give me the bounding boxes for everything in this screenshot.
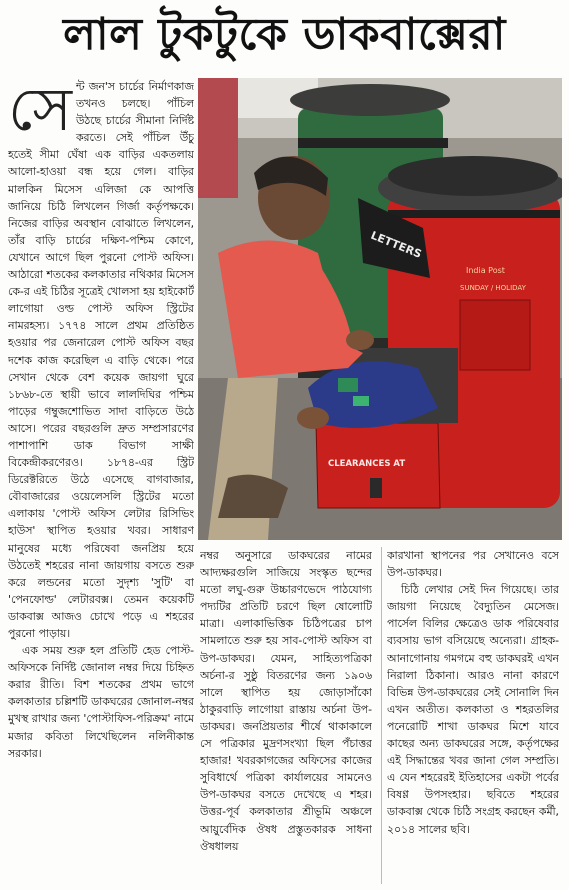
paragraph: এক সময় শুরু হল প্রতিটি হেড পোস্ট-অফিসকে নির্দিষ্ট জোনাল নম্বর দিয়ে চিহ্নিত করার রীতি। বিশ শতকের প্রথম ভাগে কলকাতার চল্লিশটি ডাকঘরের জোনাল-নম্বর মুখস্থ রাখার জন্য 'পোস্টাফিস-পরিক্রম' নামে মজার কবিতা লিখেছিলেন নলিনীকান্ত সরকার। bbox=[8, 644, 194, 760]
slot-label: LETTERS bbox=[368, 228, 424, 261]
box-plate: India Post bbox=[466, 266, 505, 275]
article-column-1 bbox=[8, 78, 194, 884]
headline: লাল টুকটুকে ডাকবাক্সেরা bbox=[63, 9, 506, 60]
paragraph: ন্ট জন'স চার্চের নির্মাণকাজ তখনও চলছে। পাঁচিল উঠছে চার্চের সীমানা নির্দিষ্ট করতে। সেই পাঁচিল উঁচু হতেই সীমা ঘেঁষা এক বাড়ির একতলায় আলো-হাওয়া বন্ধ হয়ে গেল। বাড়ির মালকিন মিসেস এলিজা কে আপত্তি জানিয়ে চিঠি লিখলেন গির্জা কর্তৃপক্ষকে। নিজের বাড়ির অবস্থান বোঝাতে লিখলেন, তাঁর বাড়ি চার্চের দক্ষিণ-পশ্চিম কোণে, যেখানে আগে ছিল পুরনো পোস্ট অফিস। আঠারো শতকের কলকাতার নথিকার মিসেস কে-র এই চিঠির সূত্রেই খোলসা হয় হাইকোর্ট লাগোয়া ওল্ড পোস্ট অফিস স্ট্রিটের নামরহস্য। ১৭৭৪ সালে প্রথম প্রতিষ্ঠিত হওয়ার পর জেনারেল পোস্ট অফিস বছর দশেক কাজ করেছিল এ বাড়ি থেকে। পরে সেখান থেকে বেশ কয়েক জায়গা ঘুরে ১৮৬৮-তে স্থায়ী ভাবে লালদিঘির পশ্চিম পাড়ের গম্বুজশোভিত সাদা বাড়িতে উঠে আসে। পরের বছরগুলি দ্রুত সম্প্রসারণের পাশাপাশি ডাক বিভাগ সাক্ষী বিকেন্দ্রীকরণেরও। ১৮৭৪-এর স্ট্রিট ডিরেক্টরিতে উঠে এসেছে বাগবাজার, বৌবাজারের ওয়েলেসলি স্ট্রিটের মতো এলাকায় 'পোস্ট অফিস লেটার রিসিভিং হাউস' স্থাপিত হওয়ার খবর। সাধারণ মানুষের মধ্যে পরিষেবা জনপ্রিয় হয়ে উঠতেই শহরের নানা জায়গায় বসতে শুরু করে লন্ডনের মতো সুদৃশ্য 'সুটি' বা 'পেনফোল্ড' লেটারবক্স। তেমন কয়েকটি ডাকবাক্স আজও চোখে পড়ে এ শহরের পুরনো পাড়ায়। bbox=[8, 80, 194, 640]
column-rule bbox=[381, 547, 382, 884]
paragraph: চিঠি লেখার সেই দিন গিয়েছে। তার জায়গা নিয়েছে বৈদ্যুতিন মেসেজ। পার্সেল বিলির ক্ষেত্রেও ডাক পরিষেবার ব্যবসায় ভাগ বসিয়েছে অন্যেরা। গ্রাহক-আনাগোনায় গমগমে বহু ডাকঘরই এখন নিরালা ঠিকানা। আরও নানা কারণে বিভিন্ন উপ-ডাকঘরের সেই সোনালি দিন এখন অতীত। কলকাতা ও শহরতলির পনেরোটি শাখা ডাকঘর মিশে যাবে কাছের অন্য ডাকঘরের সঙ্গে, কর্তৃপক্ষের এই সিদ্ধান্তের খবর জানা গেল সম্প্রতি। এ যেন শহরেরই ইতিহাসের একটা পর্বের বিষণ্ণ উপসংহার। ছবিতে শহরের ডাকবাক্স থেকে চিঠি সংগ্রহ করছেন কর্মী, ২০১৪ সালের ছবি। bbox=[387, 583, 559, 836]
article-photo bbox=[198, 78, 562, 540]
article-column-2 bbox=[200, 547, 372, 884]
door-label: CLEARANCES AT bbox=[328, 459, 406, 469]
box-hours: SUNDAY / HOLIDAY bbox=[460, 284, 526, 292]
article-column-3 bbox=[387, 547, 559, 884]
paragraph: কারখানা স্থাপনের পর সেখানেও বসে উপ-ডাকঘর। bbox=[387, 549, 559, 580]
paragraph: নম্বর অনুসারে ডাকঘরের নামের আদ্যক্ষরগুলি সাজিয়ে সংস্কৃত ছন্দের মতো লঘু-গুরু উচ্চারণভেদে পাঠযোগ্য পদ্যটির প্রতিটি চরণে ছিল ষোলোটি মাত্রা। এলাকাভিত্তিক চিঠিপত্রের চাপ সামলাতে শুরু হয় সাব-পোস্ট অফিস বা উপ-ডাকঘর। যেমন, সাহিত্যপত্রিকা অর্চনা-র সুষ্ঠু বিতরণের জন্য ১৯০৬ সালে স্থাপিত হয় জোড়াসাঁকো ঠাকুরবাড়ি লাগোয়া রাস্তায় অর্চনা উপ-ডাকঘর। জনপ্রিয়তার শীর্ষে থাকাকালে সে পত্রিকার মুদ্রণসংখ্যা ছিল পঁচাত্তর হাজার! খবরকাগজের অফিসের কাজের সুবিধার্থে পত্রিকা কার্যালয়ের সামনেও উপ-ডাকঘর বসতে দেখেছে এ শহর। উত্তর-পূর্ব কলকাতার শ্রীভূমি অঞ্চলে আয়ুর্বেদিক ঔষধ প্রস্তুতকারক সাধনা ঔষধালয় bbox=[200, 549, 372, 853]
drop-cap: সে bbox=[8, 78, 70, 145]
